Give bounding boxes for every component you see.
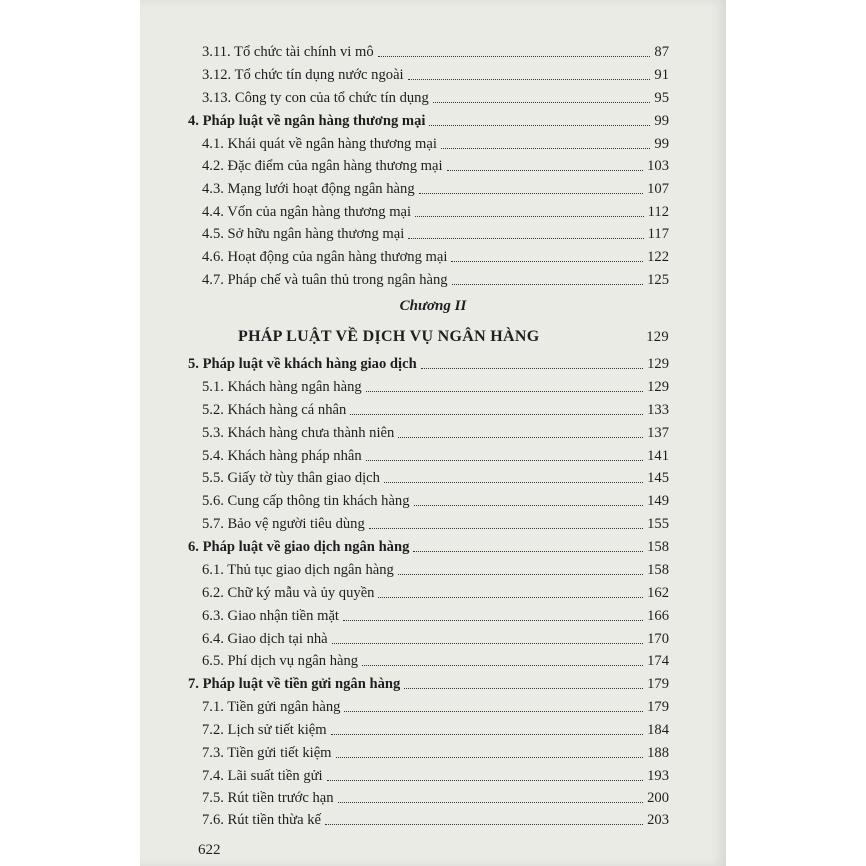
toc-entry-page: 99 <box>654 136 669 153</box>
dot-leader <box>408 237 643 239</box>
toc-entry-title: 5.5. Giấy tờ tùy thân giao dịch <box>202 470 380 487</box>
toc-section-entry <box>188 670 669 692</box>
toc-entry-page: 158 <box>647 539 669 556</box>
dot-leader <box>369 527 643 529</box>
toc-entry-title: 6.2. Chữ ký mẫu và ủy quyền <box>202 585 375 602</box>
toc-entry-page: 107 <box>647 181 669 198</box>
toc-entry-page: 166 <box>647 608 669 625</box>
dot-leader <box>408 78 651 80</box>
toc-entry-page: 129 <box>647 379 669 396</box>
toc-entry <box>202 220 669 242</box>
dot-leader <box>378 596 643 598</box>
dot-leader <box>336 756 644 758</box>
toc-entry-title: 6.5. Phí dịch vụ ngân hàng <box>202 653 359 670</box>
toc-entry-title: 4.6. Hoạt động của ngân hàng thương mại <box>202 249 448 266</box>
toc-entry <box>202 510 669 532</box>
toc-entry-page: 87 <box>654 44 669 61</box>
toc-entry <box>202 243 669 265</box>
toc-entry-title: 3.11. Tổ chức tài chính vi mô <box>202 44 374 61</box>
dot-leader <box>338 801 644 803</box>
chapter-label: Chương II <box>399 298 467 314</box>
toc-entry-title: 7.1. Tiền gửi ngân hàng <box>202 699 341 716</box>
toc-entry-page: 137 <box>647 425 669 442</box>
toc-entry <box>202 61 669 83</box>
dot-leader <box>414 504 644 506</box>
dot-leader <box>332 642 643 644</box>
dot-leader <box>344 710 643 712</box>
toc-entry-title: 7.3. Tiền gửi tiết kiệm <box>202 745 332 762</box>
toc-entry-page: 91 <box>654 67 669 84</box>
toc-entry <box>202 806 669 828</box>
toc-entry-title: 4.7. Pháp chế và tuân thủ trong ngân hàng <box>202 272 448 289</box>
toc-entry-title: 4.1. Khái quát về ngân hàng thương mại <box>202 136 437 153</box>
toc-section-entry <box>188 350 669 372</box>
toc-entry <box>202 152 669 174</box>
toc-entry <box>202 762 669 784</box>
toc-entry-title: 4.2. Đặc điểm của ngân hàng thương mại <box>202 158 443 175</box>
dot-leader <box>421 367 643 369</box>
toc-entry <box>202 130 669 152</box>
dot-leader <box>325 823 643 825</box>
toc-entry-title: 5.2. Khách hàng cá nhân <box>202 402 347 419</box>
toc-entry-title: 5. Pháp luật về khách hàng giao dịch <box>188 356 417 373</box>
chapter-title: PHÁP LUẬT VỀ DỊCH VỤ NGÂN HÀNG <box>238 328 540 345</box>
dot-leader <box>433 101 651 103</box>
toc-entry <box>202 442 669 464</box>
toc-entry <box>202 579 669 601</box>
dot-leader <box>452 283 644 285</box>
dot-leader <box>429 124 650 126</box>
toc-entry-title: 6. Pháp luật về giao dịch ngân hàng <box>188 539 410 556</box>
toc-entry-page: 193 <box>647 768 669 785</box>
toc-entry-page: 170 <box>647 631 669 648</box>
toc-entry-title: 3.13. Công ty con của tổ chức tín dụng <box>202 90 429 107</box>
toc-entry-title: 4. Pháp luật về ngân hàng thương mại <box>188 113 426 130</box>
toc-entry-title: 6.3. Giao nhận tiền mặt <box>202 608 339 625</box>
toc-entry-title: 4.5. Sở hữu ngân hàng thương mại <box>202 226 405 243</box>
toc-entry-title: 5.1. Khách hàng ngân hàng <box>202 379 362 396</box>
page-number: 622 <box>198 842 221 858</box>
toc-entry <box>202 487 669 509</box>
dot-leader <box>441 147 651 149</box>
dot-leader <box>404 687 643 689</box>
toc-entry-title: 6.4. Giao dịch tại nhà <box>202 631 328 648</box>
toc-entry-title: 5.6. Cung cấp thông tin khách hàng <box>202 493 410 510</box>
dot-leader <box>413 550 643 552</box>
toc-entry-page: 155 <box>647 516 669 533</box>
toc-entry-page: 99 <box>654 113 669 130</box>
toc-entry-title: 7.6. Rút tiền thừa kế <box>202 812 321 829</box>
toc-entry-page: 141 <box>647 448 669 465</box>
toc-entry-title: 4.4. Vốn của ngân hàng thương mại <box>202 204 412 221</box>
toc-entry-title: 7. Pháp luật về tiền gửi ngân hàng <box>188 676 401 693</box>
toc-entry-title: 7.2. Lịch sử tiết kiệm <box>202 722 327 739</box>
dot-leader <box>398 573 643 575</box>
toc-entry-page: 129 <box>647 356 669 373</box>
toc-entry-page: 149 <box>647 493 669 510</box>
dot-leader <box>447 169 644 171</box>
dot-leader <box>398 436 643 438</box>
toc-entry-title: 3.12. Tổ chức tín dụng nước ngoài <box>202 67 404 84</box>
toc-entry-page: 95 <box>654 90 669 107</box>
toc-entry-title: 5.3. Khách hàng chưa thành niên <box>202 425 395 442</box>
dot-leader <box>384 481 643 483</box>
toc-entry <box>202 38 669 60</box>
dot-leader <box>362 664 643 666</box>
dot-leader <box>327 779 644 781</box>
toc-entry <box>202 693 669 715</box>
dot-leader <box>350 413 643 415</box>
toc-entry <box>202 602 669 624</box>
toc-entry-title: 7.4. Lãi suất tiền gửi <box>202 768 323 785</box>
toc-entry-page: 188 <box>647 745 669 762</box>
toc-entry <box>202 739 669 761</box>
toc-entry-page: 179 <box>647 676 669 693</box>
toc-entry-page: 117 <box>647 226 669 243</box>
dot-leader <box>419 192 643 194</box>
toc-entry-page: 122 <box>647 249 669 266</box>
toc-entry-page: 158 <box>647 562 669 579</box>
dot-leader <box>343 619 643 621</box>
toc-entry-title: 5.7. Bảo vệ người tiêu dùng <box>202 516 365 533</box>
dot-leader <box>366 390 643 392</box>
toc-entry-page: 112 <box>647 204 669 221</box>
toc-entry-page: 174 <box>647 653 669 670</box>
toc-entry-page: 200 <box>647 790 669 807</box>
toc-section-entry <box>188 533 669 555</box>
toc-entry-page: 184 <box>647 722 669 739</box>
toc-entry-title: 6.1. Thủ tục giao dịch ngân hàng <box>202 562 394 579</box>
toc-entry-page: 103 <box>647 158 669 175</box>
toc-entry <box>202 198 669 220</box>
toc-entry-title: 7.5. Rút tiền trước hạn <box>202 790 334 807</box>
dot-leader <box>378 55 651 57</box>
toc-entry-page: 203 <box>647 812 669 829</box>
toc-section-entry <box>188 107 669 129</box>
toc-entry-page: 125 <box>647 272 669 289</box>
toc-entry <box>202 716 669 738</box>
toc-entry <box>202 396 669 418</box>
toc-entry-title: 4.3. Mạng lưới hoạt động ngân hàng <box>202 181 415 198</box>
chapter-title-row <box>238 322 669 346</box>
toc-entry-page: 162 <box>647 585 669 602</box>
toc-entry <box>202 784 669 806</box>
toc-entry <box>202 625 669 647</box>
toc-entry <box>202 175 669 197</box>
toc-entry-page: 133 <box>647 402 669 419</box>
toc-entry <box>202 647 669 669</box>
toc-entry <box>202 419 669 441</box>
toc-entry-title: 5.4. Khách hàng pháp nhân <box>202 448 362 465</box>
dot-leader <box>415 215 644 217</box>
chapter-page: 129 <box>646 329 669 345</box>
dot-leader <box>331 733 643 735</box>
dot-leader <box>451 260 643 262</box>
book-page <box>140 0 726 866</box>
toc-entry <box>202 84 669 106</box>
toc-entry <box>202 556 669 578</box>
toc-entry <box>202 373 669 395</box>
dot-leader <box>366 459 643 461</box>
toc-entry <box>202 464 669 486</box>
toc-entry <box>202 266 669 288</box>
toc-entry-page: 145 <box>647 470 669 487</box>
toc-entry-page: 179 <box>647 699 669 716</box>
